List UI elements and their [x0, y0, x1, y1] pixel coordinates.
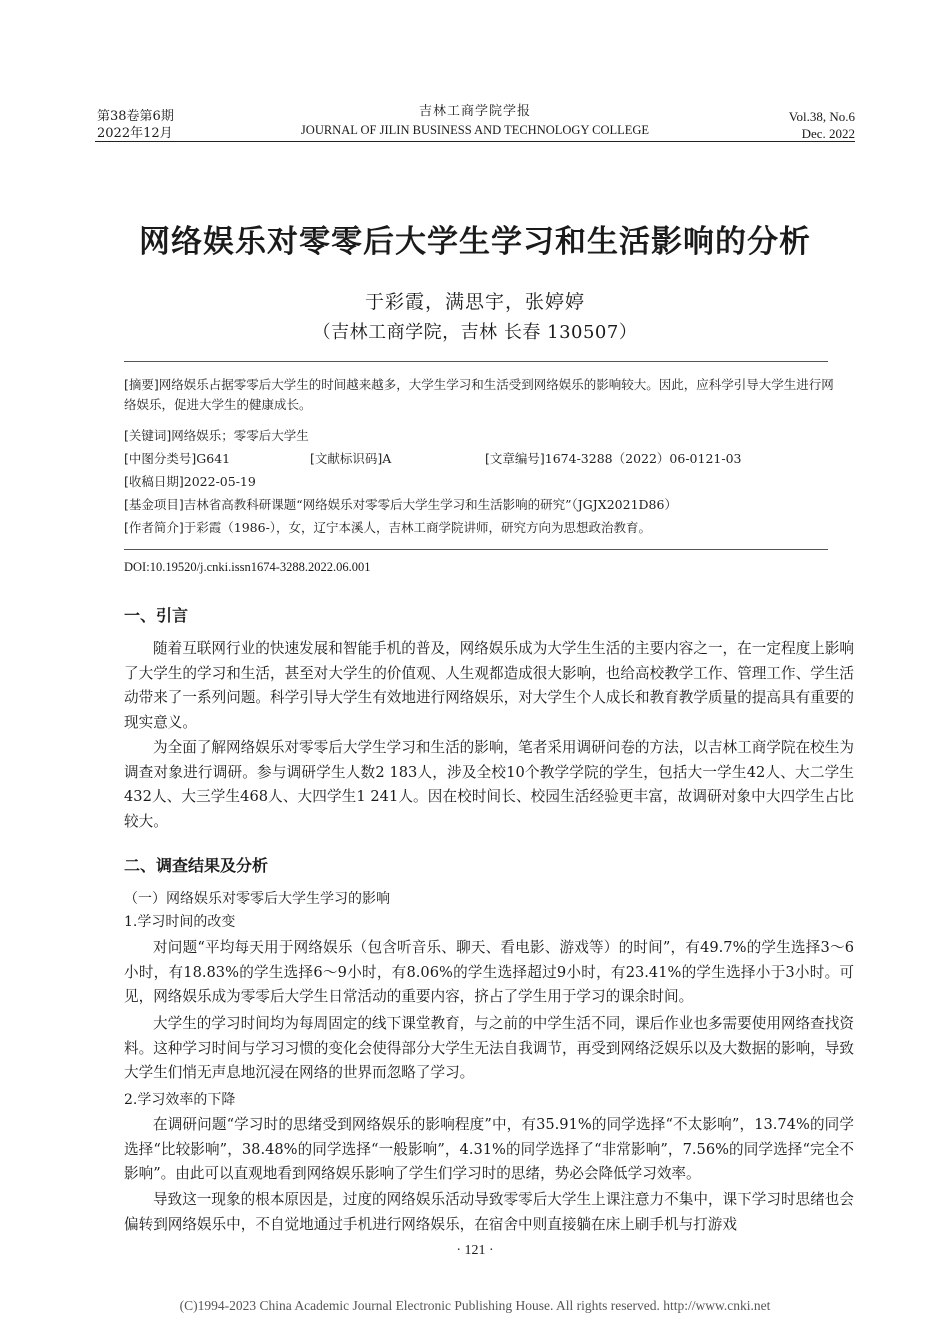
received-label: [收稿日期]: [124, 474, 184, 489]
abstract: [124, 375, 836, 415]
section-heading-intro: 一、引言: [124, 606, 189, 625]
keywords-text: 网络娱乐；零零后大学生: [171, 428, 309, 443]
fund-project: [124, 495, 677, 515]
paper-authors: 于彩霞，满思宇，张婷婷: [364, 291, 585, 313]
paper-title: 网络娱乐对零零后大学生学习和生活影响的分析: [139, 224, 811, 260]
section-heading-results: 二、调查结果及分析: [124, 856, 269, 875]
study-efficiency-paragraph-1: 在调研问题“学习时的思绪受到网络娱乐的影响程度”中，有35.91%的同学选择“不太影响”，13.74%的同学选择“比较影响”，38.48%的同学选择“一般影响”，4.31%的同学选择了“非常影响”，7.56%的同学选择“完全不影响”。由此可以直观地看到网络娱乐影响了学生们学习时的思绪，势必会降低学习效率。: [124, 1116, 854, 1183]
page-number: · 121 ·: [456, 1243, 494, 1258]
header-volume-en: Vol.38, No.6: [788, 109, 855, 124]
subsection-study-time: 1.学习时间的改变: [124, 914, 236, 930]
keywords: [124, 426, 309, 446]
article-number: [485, 449, 742, 469]
meta-top-rule: [124, 361, 828, 362]
study-time-paragraph-2: 大学生的学习时间均为每周固定的线下课堂教育，与之前的中学生活不同，课后作业也多需要使用网络查找资料。这种学习时间与学习习惯的变化会使得部分大学生无法自我调节，再受到网络泛娱乐以及大数据的影响，导致大学生们悄无声息地沉浸在网络的世界而忽略了学习。: [124, 1015, 854, 1082]
fund-label: [基金项目]: [124, 497, 184, 512]
subsection-study-efficiency: 2.学习效率的下降: [124, 1092, 236, 1108]
abstract-text: 网络娱乐占据零零后大学生的时间越来越多，大学生学习和生活受到网络娱乐的影响较大。因此，应科学引导大学生进行网络娱乐，促进大学生的健康成长。: [124, 377, 834, 412]
received-value: 2022-05-19: [183, 474, 256, 489]
intro-paragraph-1: 随着互联网行业的快速发展和智能手机的普及，网络娱乐成为大学生生活的主要内容之一，在一定程度上影响了大学生的学习和生活，甚至对大学生的价值观、人生观都造成很大影响，也给高校教学工作、管理工作、学生活动带来了一系列问题。科学引导大学生有效地进行网络娱乐，对大学生个人成长和教育教学质量的提高具有重要的现实意义。: [124, 640, 854, 731]
header-rule: [95, 141, 855, 142]
article-number-value: 1674-3288（2022）06-0121-03: [544, 451, 742, 466]
study-efficiency-paragraph-2: 导致这一现象的根本原因是，过度的网络娱乐活动导致零零后大学生上课注意力不集中，课下学习时思绪也会偏转到网络娱乐中，不自觉地通过手机进行网络娱乐，在宿舍中则直接躺在床上刷手机与打游戏: [124, 1191, 854, 1233]
author-bio: [124, 518, 651, 538]
copyright-footer: (C)1994-2023 China Academic Journal Electronic Publishing House. All rights reserved. http://www.cnki.net: [179, 1298, 771, 1313]
clc-value: G641: [196, 451, 231, 466]
doc-code: [310, 449, 391, 469]
doc-code-value: A: [382, 451, 392, 466]
clc-number: [124, 449, 230, 469]
header-date-en: Dec. 2022: [801, 126, 855, 141]
doc-code-label: [文献标识码]: [310, 451, 383, 466]
author-bio-label: [作者简介]: [124, 520, 184, 535]
intro-paragraph-2: 为全面了解网络娱乐对零零后大学生学习和生活的影响，笔者采用调研问卷的方法，以吉林工商学院在校生为调查对象进行调研。参与调研学生人数2 183人，涉及全校10个教学学院的学生，包括大一学生42人、大二学生432人、大三学生468人、大四学生1 241人。因在校时间长、校园生活经验更丰富，故调研对象中大四学生占比较大。: [124, 739, 854, 830]
header-volume-info-en: [789, 108, 855, 142]
fund-text: 吉林省高教科研课题“网络娱乐对零零后大学生学习和生活影响的研究”（JGJX2021D86）: [183, 497, 677, 512]
header-volume: 第38卷第6期: [97, 109, 174, 124]
abstract-label: [摘要]: [124, 377, 159, 392]
meta-bottom-rule: [124, 549, 828, 550]
author-bio-text: 于彩霞（1986-），女，辽宁本溪人，吉林工商学院讲师，研究方向为思想政治教育。: [183, 520, 652, 535]
study-time-paragraph-1: 对问题“平均每天用于网络娱乐（包含听音乐、聊天、看电影、游戏等）的时间”，有49.7%的学生选择3～6小时，有18.83%的学生选择6～9小时，有8.06%的学生选择超过9小时，有23.41%的学生选择小于3小时。可见，网络娱乐成为零零后大学生日常活动的重要内容，挤占了学生用于学习的课余时间。: [124, 939, 854, 1006]
subsection-study-impact: （一）网络娱乐对零零后大学生学习的影响: [124, 891, 390, 907]
received-date: [124, 472, 256, 492]
doi[interactable]: DOI:10.19520/j.cnki.issn1674-3288.2022.06.001: [124, 560, 371, 574]
clc-label: [中图分类号]: [124, 451, 197, 466]
journal-name-en: JOURNAL OF JILIN BUSINESS AND TECHNOLOGY COLLEGE: [300, 123, 650, 137]
paper-affiliation: （吉林工商学院，吉林 长春 130507）: [312, 322, 638, 343]
journal-name-cn: 吉林工商学院学报: [418, 104, 531, 119]
header-date: 2022年12月: [97, 126, 173, 141]
article-number-label: [文章编号]: [485, 451, 545, 466]
keywords-label: [关键词]: [124, 428, 172, 443]
